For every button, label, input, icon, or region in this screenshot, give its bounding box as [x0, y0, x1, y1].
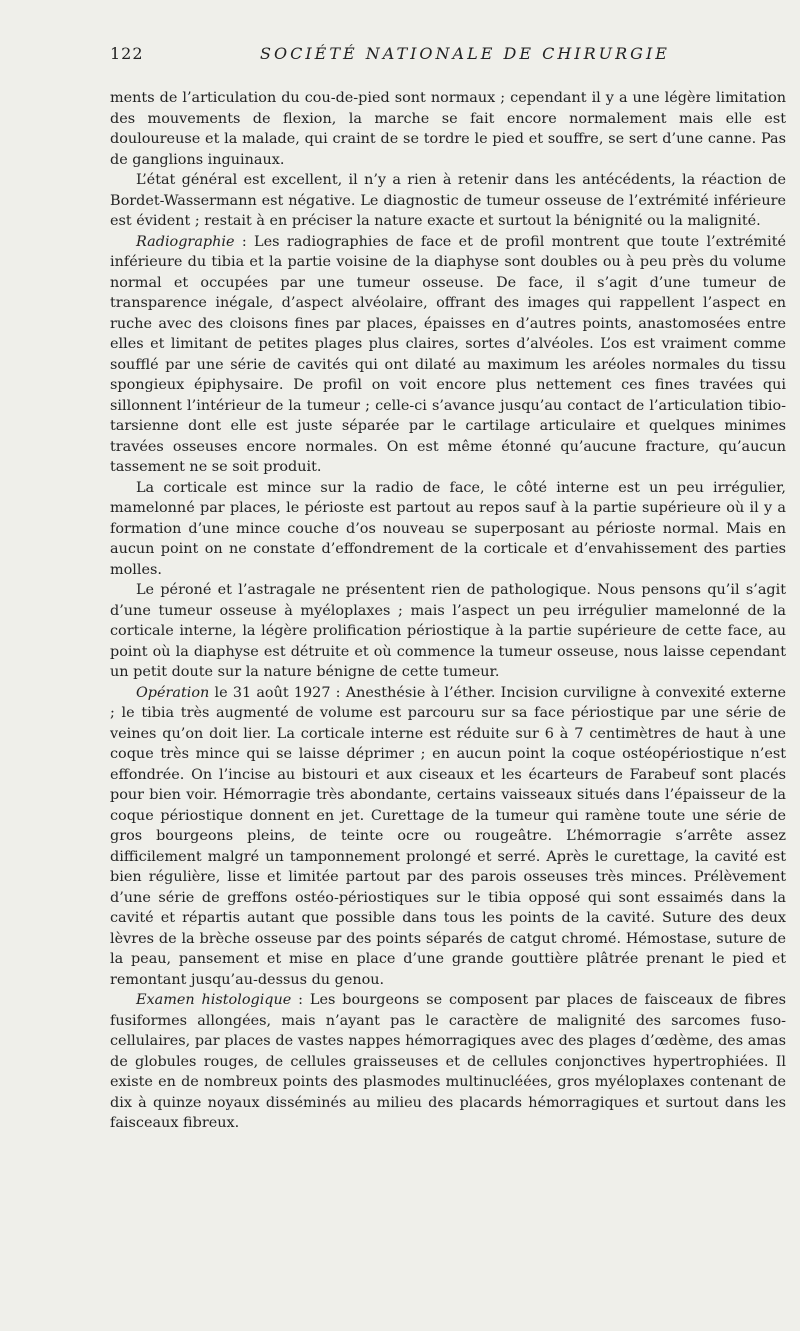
paragraph-lead: Examen histologique — [136, 992, 292, 1008]
paragraph-text: Le péroné et l’astragale ne présentent rien de pathologique. Nous pensons qu’il s’agit d’une tumeur osseuse à myéloplaxes ; mais l’aspect un peu irrégulier mamelonné de la corticale interne, la légère prolification périostique à la partie supérieure de cette face, au point où la diaphyse est détruite et où commence la tumeur osseuse, nous laisse cependant un petit doute sur la nature bénigne de cette tumeur. — [110, 582, 786, 680]
paragraph-text: le 31 août 1927 : Anesthésie à l’éther. Incision curviligne à convexité externe ; le tibia très augmenté de volume est parcouru sur sa face périostique par une série de veines qu’on doit lier. La corticale interne est réduite sur 6 à 7 centimètres de haut à une coque très mince qui se laisse déprimer ; en aucun point la coque ostéopériostique n’est effondrée. On l’incise au bistouri et aux ciseaux et les écarteurs de Farabeuf sont placés pour bien voir. Hémorragie très abondante, certains vaisseaux situés dans l’épaisseur de la coque périostique donnent en jet. Curettage de la tumeur qui ramène toute une série de gros bourgeons pleins, de teinte ocre ou rougeâtre. L’hémorragie s’arrête assez difficilement malgré un tamponnement prolongé et serré. Après le curettage, la cavité est bien régulière, lisse et limitée partout par des parois osseuses très minces. Prélèvement d’une série de greffons ostéo-périostiques sur le tibia opposé qui sont essaimés dans la cavité et répartis autant que possible dans tous les points de la cavité. Suture des deux lèvres de la brèche osseuse par des points séparés de catgut chromé. Hémostase, suture de la peau, pansement et mise en place d’une grande gouttière plâtrée prenant le pied et remontant jusqu’au-dessus du genou. — [110, 684, 786, 988]
page-number: 122 — [110, 44, 144, 63]
paragraph — [110, 232, 786, 478]
paragraph — [110, 580, 786, 683]
paragraph-text: L’état général est excellent, il n’y a rien à retenir dans les antécédents, la réaction de Bordet-Wassermann est négative. Le diagnostic de tumeur osseuse de l’extrémité inférieure est évident ; restait à en préciser la nature exacte et surtout la bénignité ou la malignité. — [110, 172, 786, 229]
paragraph — [110, 478, 786, 581]
paragraph — [110, 88, 786, 170]
paragraph-lead: Opération — [136, 684, 210, 701]
running-head: SOCIÉTÉ NATIONALE DE CHIRURGIE — [260, 44, 670, 63]
paragraph — [110, 683, 786, 991]
paragraph — [110, 990, 786, 1134]
paragraph-text: : Les radiographies de face et de profil montrent que toute l’extrémité inférieure du tibia et la partie voisine de la diaphyse sont doubles ou à peu près du volume normal et occupées par une tumeur osseuse. De face, il s’agit d’une tumeur de transparence inégale, d’aspect alvéolaire, offrant des images qui rappellent l’aspect en ruche avec des cloisons fines par places, épaisses en d’autres points, anastomosées entre elles et limitant de petites plages plus claires, sortes d’alvéoles. L’os est vraiment comme soufflé par une série de cavités qui ont dilaté au maximum les aréoles normales du tissu spongieux épiphysaire. De profil on voit encore plus nettement ces fines travées qui sillonnent l’intérieur de la tumeur ; celle-ci s’avance jusqu’au contact de l’articulation tibio-tarsienne dont elle est juste séparée par le cartilage articulaire et quelques minimes travées osseuses encore normales. On est même étonné qu’aucune fracture, qu’aucun tassement ne se soit produit. — [110, 233, 786, 475]
page-header — [110, 44, 750, 68]
paragraph-text: : Les bourgeons se composent par places de faisceaux de fibres fusiformes allongées, mais n’ayant pas le caractère de malignité des sarcomes fuso-cellulaires, par places de vastes nappes hémorragiques avec des plages d’œdème, des amas de globules rouges, de cellules graisseuses et de cellules conjonctives hypertrophiées. Il existe en de nombreux points des plasmodes multinucléées, gros myéloplaxes contenant de dix à quinze noyaux disséminés au milieu des placards hémorragiques et surtout dans les faisceaux fibreux. — [110, 992, 786, 1131]
paragraph — [110, 170, 786, 232]
paragraph-text: La corticale est mince sur la radio de face, le côté interne est un peu irrégulier, mamelonné par places, le périoste est partout au repos sauf à la partie supérieure où il y a formation d’une mince couche d’os nouveau se superposant au périoste normal. Mais en aucun point on ne constate d’effondrement de la corticale et d’envahissement des parties molles. — [110, 479, 786, 578]
paragraph-lead: Radiographie — [136, 233, 235, 250]
paragraph-text: ments de l’articulation du cou-de-pied sont normaux ; cependant il y a une légère limitation des mouvements de flexion, la marche se fait encore normalement mais elle est douloureuse et la malade, qui craint de se tordre le pied et souffre, se sert d’une canne. Pas de ganglions inguinaux. — [110, 90, 786, 168]
body-text — [110, 88, 786, 1134]
